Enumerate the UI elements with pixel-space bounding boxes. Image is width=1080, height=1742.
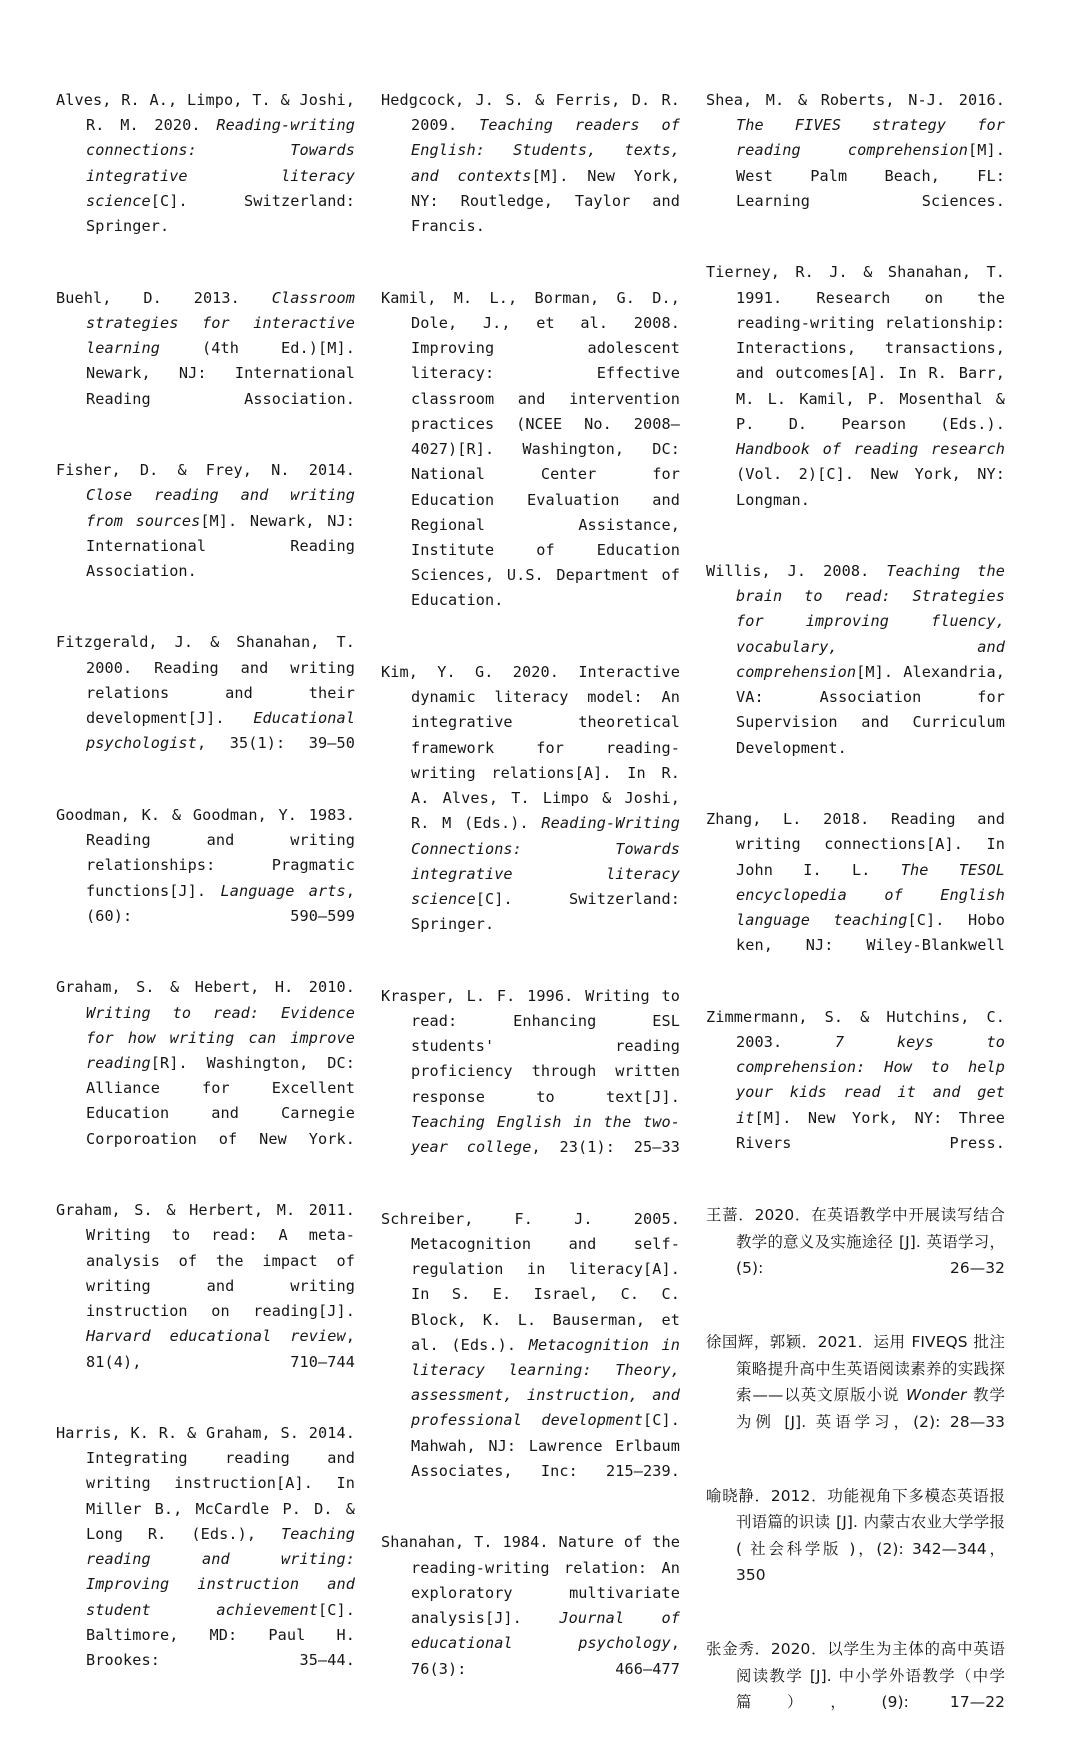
reference-text: , (60): 590—599 — [86, 881, 355, 925]
reference-title-italic: Classroom strategies for interactive learning — [86, 288, 355, 358]
reference-title-italic: Harvard educational review — [86, 1327, 346, 1346]
reference-text: Zhang, L. 2018. Reading and writing connections[A]. In John I. L. — [706, 810, 1005, 879]
reference-entry — [381, 88, 680, 265]
reference-entry — [56, 803, 355, 954]
reference-entry — [56, 1421, 355, 1699]
reference-text: Tierney, R. J. & Shanahan, T. 1991. Research on the reading-writing relationship: Interactions, transactions, and outcomes[A]. In R. Barr, M. L. Kamil, P. Mosenthal & P. D. Pearson (Eds.). — [706, 263, 1005, 433]
reference-text: [M]. West Palm Beach, FL: Learning Sciences. — [736, 141, 1005, 210]
reference-entry — [706, 807, 1005, 984]
reference-entry — [381, 286, 680, 639]
reference-text: , 35(1): 39—50 — [196, 734, 355, 753]
reference-text: Buehl, D. 2013. — [56, 288, 272, 307]
reference-title-italic: Wonder — [906, 1386, 974, 1405]
reference-text: [M]. Alexandria, VA: Association for Supervision and Curriculum Development. — [736, 662, 1005, 757]
reference-columns — [56, 88, 1024, 1712]
reference-entry — [381, 984, 680, 1186]
reference-title-italic: 7 keys to comprehension: How to help your kids read it and get it — [736, 1032, 1005, 1127]
reference-title-italic: The TESOL encyclopedia of English language teaching — [736, 860, 1005, 930]
reference-text: Alves, R. A., Limpo, T. & Joshi, R. M. 2020. — [56, 91, 355, 135]
reference-title-italic: Reading-writing connections: Towards integrative literacy science — [86, 116, 355, 210]
reference-title-italic: Educational psychologist — [86, 709, 355, 753]
reference-text: Fisher, D. & Frey, N. 2014. — [56, 461, 355, 480]
reference-title-italic: Reading-Writing Connections: Towards integrative literacy science — [411, 814, 680, 909]
reference-text: [M]. New York, NY: Routledge, Taylor and Francis. — [411, 166, 680, 236]
reference-title-italic: Metacognition in literacy learning: Theory, assessment, instruction, and professional development — [411, 1335, 680, 1430]
reference-text: (Vol. 2)[C]. New York, NY: Longman. — [736, 465, 1005, 509]
reference-text: Zimmermann, S. & Hutchins, C. 2003. — [706, 1007, 1005, 1051]
reference-text: [R]. Washington, DC: Alliance for Excellent Education and Carnegie Corporoation of New York. — [86, 1053, 355, 1148]
reference-text: Krasper, L. F. 1996. Writing to read: Enhancing ESL students' reading proficiency through written response to text[J]. — [381, 986, 680, 1106]
reference-entry — [381, 1530, 680, 1707]
reference-text: 教学为例 [J]. 英语学习，(2): 28—33 — [736, 1386, 1006, 1431]
reference-text: [C]. Hobo ken, NJ: Wiley-Blankwell — [736, 911, 1005, 955]
reference-entry — [56, 458, 355, 609]
column-middle — [381, 88, 681, 1678]
reference-text: [C]. Baltimore, MD: Paul H. Brookes: 35—44. — [86, 1600, 355, 1670]
reference-title-italic: The FIVES strategy for reading comprehension — [736, 116, 1005, 160]
reference-text: Kim, Y. G. 2020. Interactive dynamic literacy model: An integrative theoretical framework for reading-writing relations[A]. In R. A. Alves, T. Limpo & Joshi, R. M (Eds.). — [381, 662, 680, 833]
reference-text: Fitzgerald, J. & Shanahan, T. 2000. Reading and writing relations and their development[J]. — [56, 633, 355, 728]
reference-title-italic: Teaching readers of English: Students, texts, and contexts — [411, 116, 680, 185]
reference-entry — [56, 1198, 355, 1400]
column-left — [56, 88, 355, 1670]
reference-title-italic: Teaching reading and writing: Improving instruction and student achievement — [86, 1524, 355, 1619]
reference-text: [M]. New York, NY: Three Rivers Press. — [736, 1108, 1005, 1152]
reference-text: (4th Ed.)[M]. Newark, NJ: International Reading Association. — [86, 339, 355, 408]
reference-entry — [706, 559, 1005, 786]
reference-text: Hedgcock, J. S. & Ferris, D. R. 2009. — [381, 91, 680, 135]
reference-text: Kamil, M. L., Borman, G. D., Dole, J., et al. 2008. Improving adolescent literacy: Effective classroom and intervention practices (NCEE No. 2008–4027)[R]. Washington, DC: National Center for Education Evaluation and Regional Assistance, Institute of Education Sciences, U.S. Department of Education. — [381, 288, 680, 610]
reference-entry — [706, 88, 1005, 239]
reference-entry — [56, 286, 355, 437]
reference-entry — [706, 1005, 1005, 1182]
reference-title-italic: Journal of educational psychology — [411, 1609, 681, 1653]
reference-text: 张金秀．2020．以学生为主体的高中英语阅读教学 [J]. 中小学外语教学（中学篇），(9): 17—22 — [706, 1640, 1005, 1712]
reference-text: Schreiber, F. J. 2005. Metacognition and self-regulation in literacy[A]. In S. E. Israel, C. C. Block, K. L. Bauserman, et al. (Eds.). — [381, 1209, 680, 1354]
reference-title-italic: Close reading and writing from sources — [86, 486, 355, 530]
reference-text: , 23(1): 25—33 — [531, 1138, 680, 1157]
reference-entry — [381, 660, 680, 963]
reference-title-italic: Writing to read: Evidence for how writing can improve reading — [86, 1003, 355, 1072]
column-right — [706, 88, 1006, 1712]
reference-text: [C]. Switzerland: Springer. — [86, 191, 355, 236]
reference-text: Shea, M. & Roberts, N-J. 2016. — [706, 91, 1005, 109]
reference-title-italic: Teaching English in the two-year college — [411, 1112, 680, 1157]
reference-text: [C]. Mahwah, NJ: Lawrence Erlbaum Associates, Inc: 215–239. — [411, 1411, 680, 1480]
reference-entry — [706, 1636, 1005, 1742]
reference-title-italic: Teaching the brain to read: Strategies for improving fluency, vocabulary, and comprehension — [736, 561, 1005, 681]
reference-entry — [56, 975, 355, 1177]
reference-text: Graham, S. & Herbert, M. 2011. Writing to read: A meta-analysis of the impact of writing and writing instruction on reading[J]. — [56, 1201, 355, 1321]
reference-text: Goodman, K. & Goodman, Y. 1983. Reading and writing relationships: Pragmatic functions[J]. — [56, 805, 355, 900]
reference-entry — [706, 260, 1005, 538]
reference-entry — [706, 1202, 1005, 1308]
reference-text: 徐国辉，郭颖．2021．运用 FIVEQS 批注策略提升高中生英语阅读素养的实践探索——以英文原版小说 — [706, 1333, 1005, 1405]
reference-title-italic: Handbook of reading research — [736, 440, 1005, 459]
reference-entry — [381, 1207, 680, 1510]
reference-text: 喻晓静．2012．功能视角下多模态英语报刊语篇的识读 [J]. 内蒙古农业大学学报( 社会科学版 )，(2): 342—344，350 — [706, 1486, 1005, 1585]
reference-text: Harris, K. R. & Graham, S. 2014. Integrating reading and writing instruction[A]. In Miller B., McCardle P. D. & Long R. (Eds.), — [56, 1424, 355, 1543]
reference-text: [M]. Newark, NJ: International Reading Association. — [86, 511, 355, 580]
reference-text: Willis, J. 2008. — [706, 561, 887, 580]
reference-entry — [706, 1483, 1005, 1615]
reference-text: [C]. Switzerland: Springer. — [411, 890, 680, 934]
reference-text: Graham, S. & Hebert, H. 2010. — [56, 978, 355, 997]
reference-title-italic: Language arts — [220, 881, 346, 900]
reference-text: , 76(3): 466—477 — [411, 1634, 680, 1678]
reference-text: Shanahan, T. 1984. Nature of the reading-writing relation: An exploratory multivariate analysis[J]. — [381, 1533, 680, 1628]
reference-entry — [56, 88, 355, 265]
reference-entry — [56, 630, 355, 781]
reference-text: , 81(4), 710–744 — [86, 1327, 355, 1371]
reference-text: 王蔷．2020．在英语教学中开展读写结合教学的意义及实施途径 [J]. 英语学习，(5): 26—32 — [706, 1206, 1005, 1278]
reference-entry — [706, 1329, 1005, 1461]
